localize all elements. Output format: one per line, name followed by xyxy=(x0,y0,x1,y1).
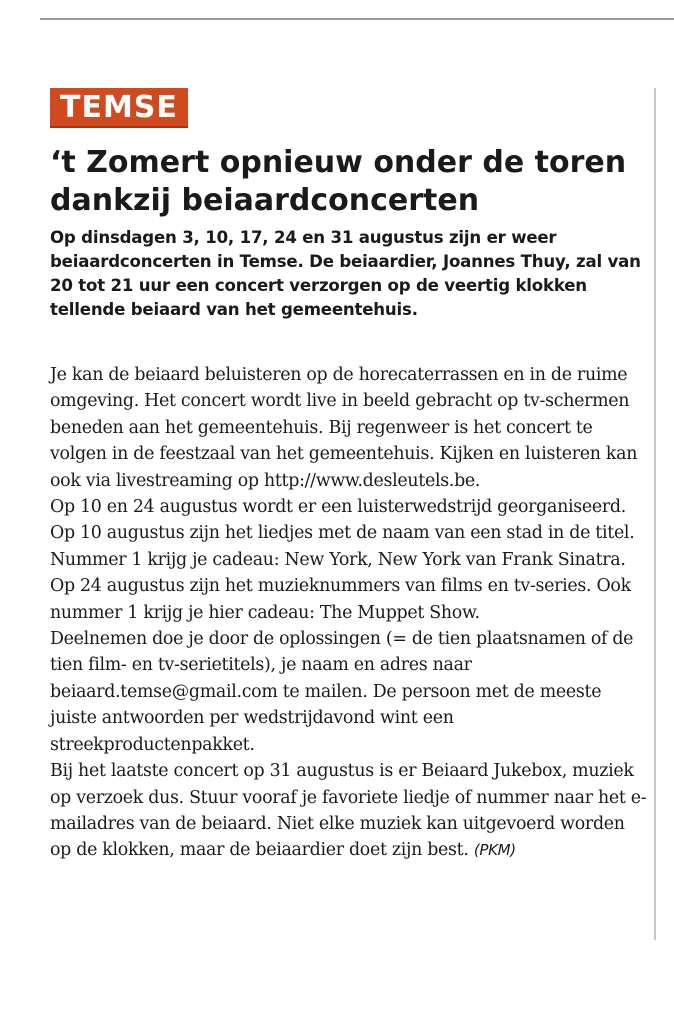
column-divider xyxy=(654,88,656,940)
body-paragraph-last xyxy=(50,758,650,864)
article-headline: ‘t Zomert opnieuw onder de toren dankzij beiaardconcerten xyxy=(50,145,627,218)
section-kicker: TEMSE xyxy=(50,88,188,128)
body-paragraph-text: Bij het laatste concert op 31 augustus is er Beiaard Jukebox, muziek op verzoek dus. Stuur vooraf je favoriete liedje of nummer naar het e-mailadres van de beiaard. Niet elke muziek kan uitgevoerd worden op de klokken, maar de beiaardier doet zijn best. xyxy=(50,761,647,861)
body-paragraph: Deelnemen doe je door de oplossingen (= de tien plaatsnamen of de tien film- en tv-serietitels), je naam en adres naar beiaard.temse@gmail.com te mailen. De persoon met de meeste juiste antwoorden per wedstrijdavond wint een streekproductenpakket. xyxy=(50,629,634,755)
body-paragraph: Je kan de beiaard beluisteren op de horecaterrassen en in de ruime omgeving. Het concert wordt live in beeld gebracht op tv-schermen beneden aan het gemeentehuis. Bij regenweer is het concert te volgen in de feestzaal van het gemeentehuis. Kijken en luisteren kan ook via livestreaming op http://www.desleutels.be. xyxy=(50,365,638,491)
article-body xyxy=(50,362,650,864)
author-credit: (PKM) xyxy=(473,841,516,860)
article-lead: Op dinsdagen 3, 10, 17, 24 en 31 augustus zijn er weer beiaardconcerten in Temse. De beiaardier, Joannes Thuy, zal van 20 tot 21 uur een concert verzorgen op de veertig klokken tellende beiaard van het gemeentehuis. xyxy=(50,228,641,319)
top-divider xyxy=(40,18,674,20)
body-paragraph: Op 10 en 24 augustus wordt er een luisterwedstrijd georganiseerd. Op 10 augustus zijn het liedjes met de naam van een stad in de titel. Nummer 1 krijg je cadeau: New York, New York van Frank Sinatra. Op 24 augustus zijn het muzieknummers van films en tv-series. Ook nummer 1 krijg je hier cadeau: The Muppet Show. xyxy=(50,497,635,623)
